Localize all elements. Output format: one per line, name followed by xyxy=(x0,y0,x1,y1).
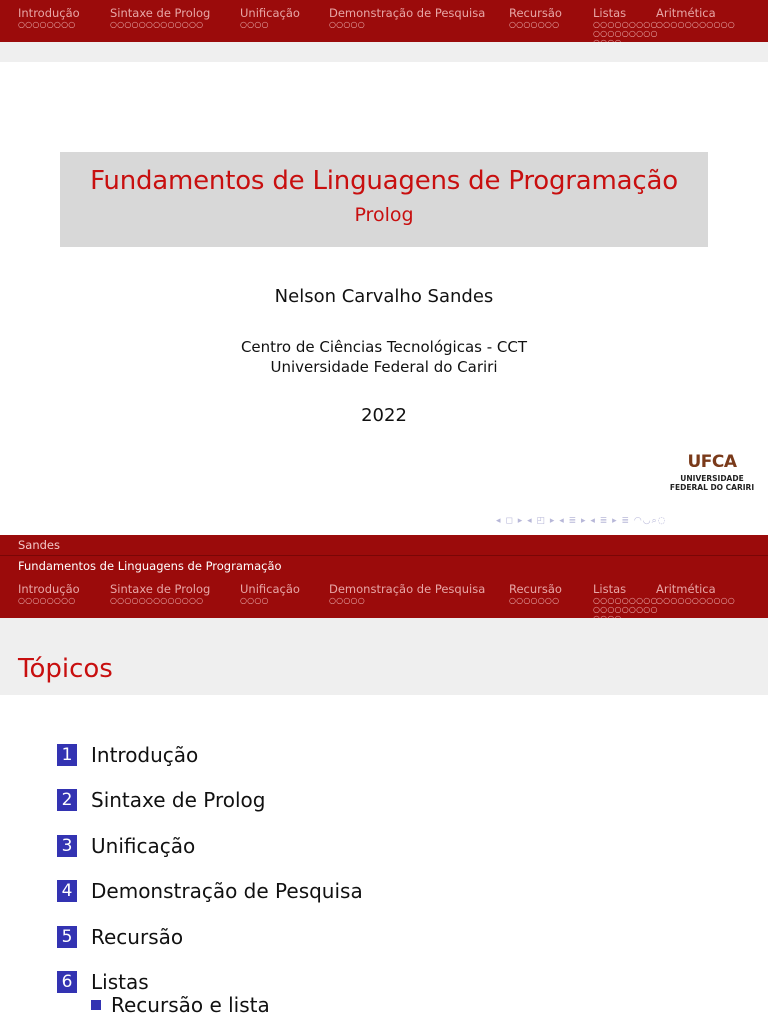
table-of-contents xyxy=(57,732,363,1017)
nav-dots[interactable]: ○○○○○○○○○○○○○○○○○○ xyxy=(593,20,658,38)
frame-title: Tópicos xyxy=(18,654,113,684)
presentation-date: 2022 xyxy=(361,405,407,426)
toc-label: Listas xyxy=(91,970,149,995)
nav-dots[interactable]: ○○○○○ xyxy=(329,596,365,605)
nav-dots[interactable]: ○○○○○○○○○○○○○○○○○○ xyxy=(593,596,658,614)
frame-title-band xyxy=(0,618,768,695)
footer-bar xyxy=(0,535,768,555)
nav-dots[interactable]: ○○○○ xyxy=(240,20,269,29)
nav-dots[interactable]: ○○○○ xyxy=(240,596,269,605)
toc-number: 1 xyxy=(57,744,77,766)
nav-dots[interactable]: ○○○○○ xyxy=(329,20,365,29)
nav-section-recursao[interactable]: Recursão ○○○○○○○ xyxy=(509,6,562,29)
nav-section-listas[interactable]: Listas ○○○○○○○○○○○○○○○○○○ xyxy=(593,583,659,623)
square-bullet-icon xyxy=(91,1000,101,1010)
toc-label: Introdução xyxy=(91,742,199,767)
logo-mark: UFCA xyxy=(687,452,737,472)
toc-number: 3 xyxy=(57,835,77,857)
nav-section-introducao[interactable]: Introdução ○○○○○○○○ xyxy=(18,582,80,605)
title-block xyxy=(60,152,708,247)
nav-dots[interactable]: ○○○○○○○ xyxy=(509,596,560,605)
toc-item[interactable] xyxy=(57,732,363,778)
presentation-title: Fundamentos de Linguagens de Programação xyxy=(90,166,678,196)
institute-line-1: Centro de Ciências Tecnológicas - CCT xyxy=(240,338,528,356)
toc-sublabel: Recursão e lista xyxy=(111,993,270,1017)
nav-section-introducao[interactable]: Introdução ○○○○○○○○ xyxy=(18,6,80,29)
toc-label: Sintaxe de Prolog xyxy=(91,788,266,813)
header-title-bar xyxy=(0,555,768,578)
toc-item[interactable] xyxy=(57,778,363,824)
presentation-subtitle: Prolog xyxy=(354,204,414,226)
nav-section-sintaxe[interactable]: Sintaxe de Prolog ○○○○○○○○○○○○○ xyxy=(110,6,211,29)
nav-dots[interactable]: ○○○○○○○○○○○ xyxy=(656,596,735,605)
toc-label: Unificação xyxy=(91,833,196,858)
nav-dots[interactable]: ○○○○○○○○○○○○○ xyxy=(110,20,204,29)
nav-dots[interactable]: ○○○○○○○○ xyxy=(18,20,76,29)
toc-item[interactable] xyxy=(57,869,363,915)
ufca-logo xyxy=(666,452,758,492)
section-navbar-top xyxy=(0,0,768,42)
toc-item[interactable] xyxy=(57,823,363,869)
toc-item[interactable] xyxy=(57,914,363,960)
nav-section-recursao[interactable]: Recursão ○○○○○○○ xyxy=(509,582,562,605)
section-navbar-second xyxy=(0,578,768,618)
institute-line-2: Universidade Federal do Cariri xyxy=(270,358,498,376)
beamer-navigation-symbols[interactable]: ◂ ◻ ▸ ◂ ◰ ▸ ◂ ≣ ▸ ◂ ≣ ▸ ≣ ◠◡⌕◌ xyxy=(496,516,667,526)
toc-number: 2 xyxy=(57,789,77,811)
nav-section-unificacao[interactable]: Unificação ○○○○ xyxy=(240,582,300,605)
toc-number: 5 xyxy=(57,926,77,948)
nav-dots[interactable]: ○○○○○○○ xyxy=(509,20,560,29)
header-title: Fundamentos de Linguagens de Programação xyxy=(18,559,282,573)
nav-section-demonstracao[interactable]: Demonstração de Pesquisa ○○○○○ xyxy=(329,6,486,29)
nav-section-demonstracao[interactable]: Demonstração de Pesquisa ○○○○○ xyxy=(329,582,486,605)
nav-dots[interactable]: ○○○○○○○○ xyxy=(18,596,76,605)
logo-text-line-1: UNIVERSIDADE xyxy=(680,474,744,483)
toc-label: Demonstração de Pesquisa xyxy=(91,879,363,904)
nav-dots[interactable]: ○○○○○○○○○○○○○ xyxy=(110,596,204,605)
nav-dots[interactable]: ○○○○○○○○○○○ xyxy=(656,20,735,29)
nav-section-listas[interactable]: Listas ○○○○○○○○○○○○○○○○○○ xyxy=(593,7,659,47)
footer-author: Sandes xyxy=(18,538,61,552)
nav-section-aritmetica[interactable]: Aritmética ○○○○○○○○○○○ xyxy=(656,6,735,29)
author-name: Nelson Carvalho Sandes xyxy=(274,286,494,307)
toc-number: 6 xyxy=(57,971,77,993)
toc-number: 4 xyxy=(57,880,77,902)
toc-subitem[interactable] xyxy=(91,993,363,1017)
nav-section-aritmetica[interactable]: Aritmética ○○○○○○○○○○○ xyxy=(656,582,735,605)
nav-section-sintaxe[interactable]: Sintaxe de Prolog ○○○○○○○○○○○○○ xyxy=(110,582,211,605)
subsection-band xyxy=(0,42,768,62)
toc-label: Recursão xyxy=(91,924,184,949)
logo-text-line-2: FEDERAL DO CARIRI xyxy=(669,483,755,492)
nav-section-unificacao[interactable]: Unificação ○○○○ xyxy=(240,6,300,29)
